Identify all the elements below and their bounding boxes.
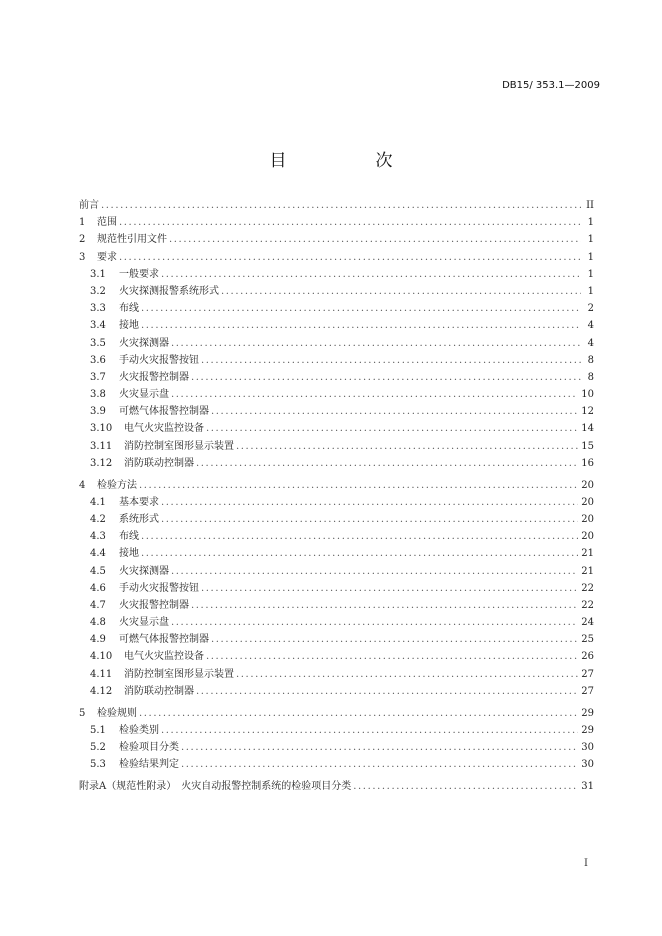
toc-entry-number: 4.10 [90, 651, 113, 663]
toc-entry-label: 火灾报警控制器 [119, 599, 189, 611]
toc-entry-number: 5.3 [90, 759, 106, 771]
toc-entry[interactable] [79, 563, 594, 580]
dot-leader [191, 369, 581, 386]
toc-entry-number: 4.9 [90, 634, 106, 646]
dot-leader [161, 494, 578, 511]
toc-entry[interactable] [79, 739, 594, 756]
dot-leader [181, 739, 578, 756]
toc-entry-label: 检验规则 [97, 707, 137, 719]
toc-entry-page: 20 [581, 479, 594, 491]
toc-entry-number: 3.7 [90, 371, 106, 383]
toc-entry-label: 范围 [97, 217, 117, 229]
toc-entry-label: 消防联动控制器 [124, 685, 194, 697]
dot-leader [139, 705, 578, 722]
toc-entry-page: 27 [581, 668, 594, 680]
toc-entry[interactable] [79, 631, 594, 648]
toc-entry-number: 4.12 [90, 685, 113, 697]
toc-entry[interactable] [79, 352, 594, 369]
toc-entry-label: 消防控制室图形显示装置 [124, 668, 234, 680]
dot-leader [236, 438, 578, 455]
toc-entry[interactable] [79, 455, 594, 472]
toc-entry-number: 2 [79, 234, 86, 246]
toc-entry[interactable] [79, 231, 594, 248]
toc-entry-label: 前言 [79, 200, 99, 211]
toc-entry-page: 10 [581, 389, 594, 401]
toc-entry-page: 1 [587, 268, 594, 280]
toc-entry[interactable] [79, 283, 594, 300]
toc-entry[interactable] [79, 369, 594, 386]
toc-entry[interactable] [79, 778, 594, 795]
dot-leader [161, 266, 581, 283]
toc-entry-label: 布线 [119, 531, 139, 543]
dot-leader [236, 666, 578, 683]
dot-leader [353, 778, 578, 795]
toc-entry-number: 4 [79, 479, 86, 491]
dot-leader [171, 563, 578, 580]
toc-entry-number: 5.1 [90, 724, 106, 736]
toc-entry-label: 基本要求 [119, 496, 159, 508]
dot-leader [171, 335, 581, 352]
toc-entry-number: 5.2 [90, 742, 106, 753]
toc-entry[interactable] [79, 420, 594, 437]
toc-entry-number: 3.3 [90, 303, 106, 315]
toc-entry-number: 4.8 [90, 617, 106, 629]
toc-entry-label: 附录A（规范性附录） 火灾自动报警控制系统的检验项目分类 [79, 780, 352, 792]
toc-entry-label: 检验结果判定 [119, 759, 179, 771]
toc-entry-number: 3 [79, 251, 86, 263]
toc-entry-page: 22 [581, 599, 594, 611]
toc-entry[interactable] [79, 683, 594, 700]
toc-entry[interactable] [79, 648, 594, 665]
toc-entry-label: 手动火灾报警按钮 [119, 354, 199, 366]
toc-entry-page: 30 [581, 742, 594, 753]
toc-entry-label: 接地 [119, 548, 139, 560]
toc-entry-page: 29 [581, 707, 594, 719]
toc-entry-number: 3.8 [90, 389, 106, 401]
dot-leader [211, 403, 578, 420]
toc-entry-number: 4.6 [90, 582, 106, 594]
toc-entry-page: 30 [581, 759, 594, 771]
toc-entry[interactable] [79, 756, 594, 773]
toc-entry-label: 火灾显示盘 [119, 389, 169, 401]
toc-entry-number: 5 [79, 707, 86, 719]
toc-entry-label: 火灾探测报警系统形式 [119, 285, 219, 297]
toc-entry-number: 3.2 [90, 285, 106, 297]
dot-leader [196, 683, 578, 700]
toc-entry-page: 1 [587, 285, 594, 297]
toc-entry-number: 1 [79, 217, 86, 229]
toc-entry-page: 24 [581, 617, 594, 629]
toc-entry-page: 29 [581, 724, 594, 736]
toc-entry-number: 3.11 [90, 440, 113, 452]
toc-entry-number: 3.12 [90, 457, 113, 469]
toc-entry-page: 26 [581, 651, 594, 663]
toc-entry-label: 可燃气体报警控制器 [119, 406, 209, 418]
dot-leader [141, 528, 578, 545]
table-of-contents [79, 197, 594, 795]
toc-entry-number: 3.6 [90, 354, 106, 366]
toc-entry-page: 31 [581, 780, 594, 792]
toc-entry[interactable] [79, 403, 594, 420]
toc-entry-number: 3.5 [90, 337, 106, 349]
dot-leader [161, 722, 578, 739]
toc-entry-number: 4.7 [90, 599, 106, 611]
dot-leader [171, 614, 578, 631]
toc-entry[interactable] [79, 511, 594, 528]
toc-entry[interactable] [79, 597, 594, 614]
toc-entry-page: 8 [587, 371, 594, 383]
toc-entry-label: 系统形式 [119, 513, 159, 525]
toc-entry-label: 检验项目分类 [119, 742, 179, 753]
toc-entry-page: 2 [587, 303, 594, 315]
toc-entry-page: 8 [587, 354, 594, 366]
toc-entry-label: 电气火灾监控设备 [124, 651, 204, 663]
toc-entry-label: 检验类别 [119, 724, 159, 736]
toc-entry-label: 消防联动控制器 [124, 457, 194, 469]
dot-leader [201, 580, 578, 597]
toc-entry-label: 规范性引用文件 [97, 234, 167, 246]
toc-entry[interactable] [79, 494, 594, 511]
toc-entry-label: 火灾显示盘 [119, 617, 169, 629]
toc-entry-page: 16 [581, 457, 594, 469]
page-number: I [584, 858, 588, 869]
toc-entry[interactable] [79, 335, 594, 352]
toc-entry-number: 3.9 [90, 406, 106, 418]
toc-entry-page: 1 [587, 217, 594, 229]
toc-entry-number: 3.10 [90, 423, 113, 435]
toc-entry[interactable] [79, 722, 594, 739]
toc-entry[interactable] [79, 386, 594, 403]
toc-entry-number: 4.5 [90, 565, 106, 577]
dot-leader [119, 249, 581, 266]
toc-entry-label: 消防控制室图形显示装置 [124, 440, 234, 452]
dot-leader [196, 455, 578, 472]
toc-entry[interactable] [79, 249, 594, 266]
toc-entry-page: 14 [581, 423, 594, 435]
dot-leader [141, 317, 581, 334]
dot-leader [206, 420, 578, 437]
toc-entry-page: 21 [581, 548, 594, 560]
dot-leader [101, 197, 581, 214]
toc-entry-label: 要求 [97, 251, 117, 263]
toc-entry-page: 1 [587, 251, 594, 263]
toc-entry[interactable] [79, 477, 594, 494]
toc-entry[interactable] [79, 300, 594, 317]
toc-entry-label: 电气火灾监控设备 [124, 423, 204, 435]
toc-entry[interactable] [79, 528, 594, 545]
toc-entry-label: 一般要求 [119, 268, 159, 280]
dot-leader [119, 214, 581, 231]
toc-entry[interactable] [79, 705, 594, 722]
toc-entry-number: 3.4 [90, 320, 106, 332]
toc-entry-number: 4.1 [90, 496, 106, 508]
toc-entry-page: 27 [581, 685, 594, 697]
dot-leader [221, 283, 581, 300]
toc-entry-number: 4.11 [90, 668, 113, 680]
toc-entry-label: 可燃气体报警控制器 [119, 634, 209, 646]
toc-entry[interactable] [79, 438, 594, 455]
toc-entry-page: 22 [581, 582, 594, 594]
toc-title: 目 次 [269, 151, 429, 171]
toc-entry-number: 4.3 [90, 531, 106, 543]
toc-entry[interactable] [79, 266, 594, 283]
dot-leader [181, 756, 578, 773]
dot-leader [139, 477, 578, 494]
toc-entry[interactable] [79, 545, 594, 562]
toc-entry-page: II [586, 200, 594, 211]
toc-entry-number: 4.4 [90, 548, 106, 560]
dot-leader [191, 597, 578, 614]
toc-entry[interactable] [79, 214, 594, 231]
toc-entry-page: 4 [587, 320, 594, 332]
dot-leader [211, 631, 578, 648]
toc-entry-page: 20 [581, 496, 594, 508]
dot-leader [201, 352, 581, 369]
toc-entry[interactable] [79, 580, 594, 597]
toc-entry-label: 火灾探测器 [119, 565, 169, 577]
toc-entry-label: 检验方法 [97, 479, 137, 491]
toc-entry-number: 4.2 [90, 513, 106, 525]
dot-leader [141, 300, 581, 317]
toc-entry-number: 3.1 [90, 268, 106, 280]
document-code: DB15/ 353.1—2009 [502, 80, 600, 91]
toc-entry[interactable] [79, 666, 594, 683]
toc-entry-page: 4 [587, 337, 594, 349]
toc-entry-label: 火灾报警控制器 [119, 371, 189, 383]
dot-leader [161, 511, 578, 528]
toc-entry-label: 布线 [119, 303, 139, 315]
toc-entry-page: 1 [587, 234, 594, 246]
dot-leader [141, 545, 578, 562]
toc-entry-label: 手动火灾报警按钮 [119, 582, 199, 594]
dot-leader [171, 386, 578, 403]
toc-entry-label: 火灾探测器 [119, 337, 169, 349]
toc-entry-page: 25 [581, 634, 594, 646]
toc-entry[interactable] [79, 317, 594, 334]
dot-leader [206, 648, 578, 665]
toc-entry-page: 20 [581, 531, 594, 543]
toc-entry[interactable] [79, 614, 594, 631]
toc-entry-page: 21 [581, 565, 594, 577]
dot-leader [169, 231, 581, 248]
toc-entry-label: 接地 [119, 320, 139, 332]
toc-entry[interactable] [79, 197, 594, 214]
toc-entry-page: 20 [581, 513, 594, 525]
toc-entry-page: 15 [581, 440, 594, 452]
toc-entry-page: 12 [581, 406, 594, 418]
